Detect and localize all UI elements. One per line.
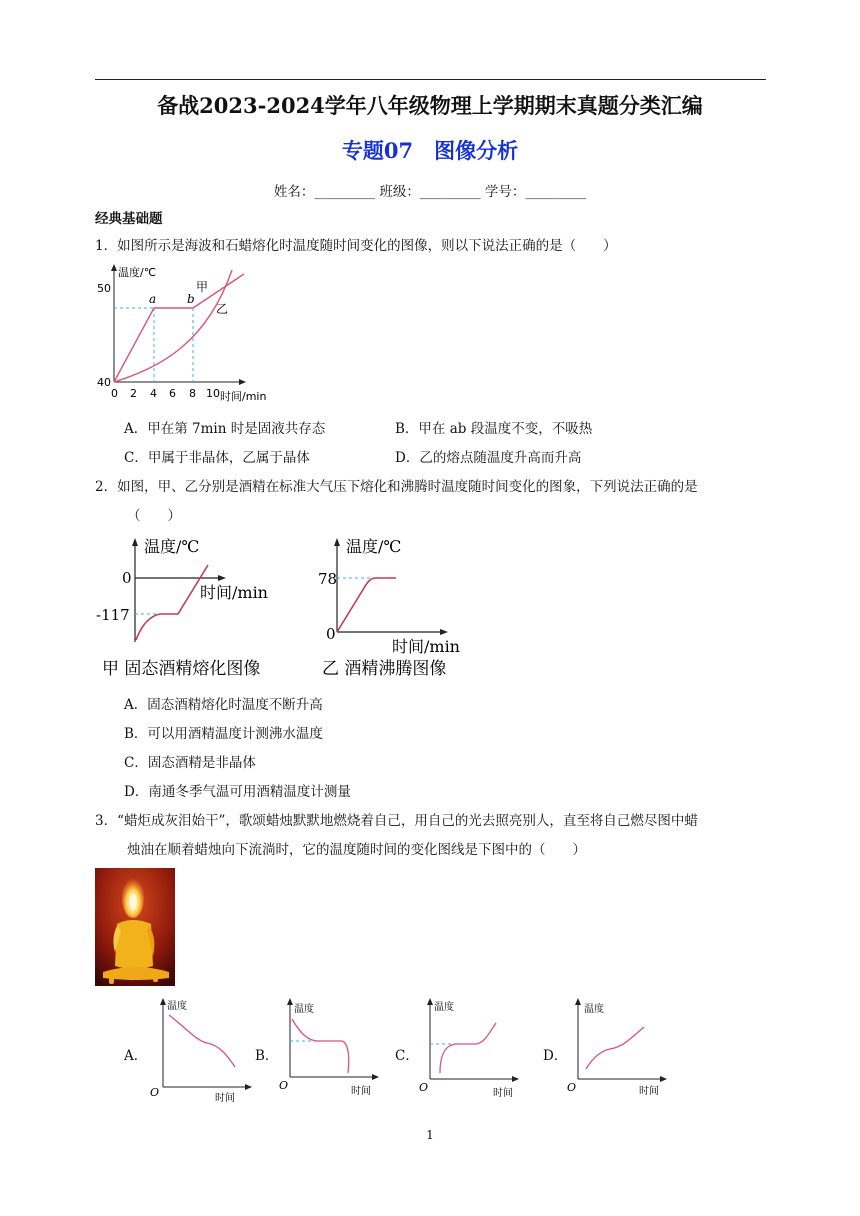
q3-stem-line2: 烛油在顺着蜡烛向下流淌时，它的温度随时间的变化图线是下图中的（ ） <box>127 842 586 858</box>
q2b-curve <box>337 578 396 632</box>
q2b-x-label: 时间/min <box>392 637 460 656</box>
q2b-x-arrow <box>440 629 448 635</box>
document-title: 备战2023-2024学年八年级物理上学期期末真题分类汇编 <box>157 93 703 118</box>
q3b-y-label: 温度 <box>294 1004 314 1015</box>
q1-x-tick-2: 2 <box>130 387 137 400</box>
q1-y-label: 温度/℃ <box>118 266 157 279</box>
q2a-x-label: 时间/min <box>200 583 268 602</box>
q3-graph-c <box>418 995 528 1105</box>
q1-x-tick-10: 10 <box>206 387 220 400</box>
q2-stem-line2: （ ） <box>127 508 181 524</box>
q1-option-a: A．甲在第 7min 时是固液共存态 <box>124 421 326 437</box>
q1-curve-yi <box>114 270 232 382</box>
q2a-y-label: 温度/℃ <box>144 537 200 556</box>
q3a-x-label: 时间 <box>215 1093 235 1104</box>
q3d-y-label: 温度 <box>584 1004 604 1015</box>
q1-stem: 1．如图所示是海波和石蜡熔化时温度随时间变化的图像，则以下说法正确的是（ ） <box>95 238 617 254</box>
q1-y-arrow <box>111 264 117 271</box>
q1-option-c: C．甲属于非晶体，乙属于晶体 <box>124 450 310 466</box>
q1-y-tick-40: 40 <box>97 376 111 389</box>
q3-graph-d <box>566 995 676 1105</box>
q2-option-d: D．南通冬季气温可用酒精温度计测量 <box>124 784 351 800</box>
q3d-curve <box>586 1027 644 1069</box>
q2a-x-arrow <box>218 575 226 581</box>
q3-option-c-label: C． <box>395 1048 419 1064</box>
q1-option-d: D．乙的熔点随温度升高而升高 <box>395 450 582 466</box>
q3c-origin: O <box>419 1081 429 1094</box>
q2a-caption: 甲 固态酒精熔化图像 <box>102 659 261 679</box>
student-info-fields: 姓名：_________ 班级：_________ 学号：_________ <box>273 184 587 200</box>
q2b-value: 78 <box>318 570 338 588</box>
q3a-y-arrow <box>160 998 166 1005</box>
q1-option-b: B．甲在 ab 段温度不变，不吸热 <box>395 421 593 437</box>
candle-image <box>95 868 175 986</box>
q3-option-a-label: A． <box>124 1048 148 1064</box>
q2a-zero: 0 <box>122 569 132 587</box>
q3d-x-label: 时间 <box>639 1086 659 1097</box>
q3b-x-arrow <box>372 1074 379 1080</box>
q1-y-tick-50: 50 <box>97 282 111 295</box>
candle-drip-1 <box>109 972 114 984</box>
document-subtitle: 专题07 图像分析 <box>341 138 519 163</box>
candle-body <box>115 920 153 969</box>
q3c-x-arrow <box>512 1076 519 1082</box>
q1-x-tick-6: 6 <box>169 387 176 400</box>
q1-x-label: 时间/min <box>220 390 267 403</box>
q3b-curve <box>292 1019 349 1073</box>
q1-label-yi: 乙 <box>216 302 229 316</box>
q3-option-d-label: D． <box>543 1048 568 1064</box>
q1-x-tick-0: 0 <box>111 387 118 400</box>
q2-option-c: C．固态酒精是非晶体 <box>124 755 256 771</box>
q2-option-b: B．可以用酒精温度计测沸水温度 <box>124 726 323 742</box>
q3a-y-label: 温度 <box>167 1001 187 1012</box>
q3-graph-b <box>278 995 388 1105</box>
section-heading: 经典基础题 <box>95 211 163 227</box>
q3c-x-label: 时间 <box>493 1088 513 1099</box>
q2b-caption: 乙 酒精沸腾图像 <box>322 659 447 679</box>
page-number: 1 <box>426 1128 434 1142</box>
q3c-y-arrow <box>427 998 433 1005</box>
q3a-origin: O <box>150 1086 160 1099</box>
q1-x-arrow <box>239 379 246 385</box>
q2b-y-label: 温度/℃ <box>346 537 402 556</box>
q1-x-tick-4: 4 <box>150 387 157 400</box>
q3a-curve <box>169 1015 235 1067</box>
q2-graph-jia <box>92 532 292 682</box>
q3b-origin: O <box>279 1079 289 1092</box>
q3a-x-arrow <box>245 1084 252 1090</box>
q3d-y-arrow <box>575 998 581 1005</box>
q3-option-b-label: B． <box>255 1048 279 1064</box>
q3-stem-line1: 3．“蜡炬成灰泪始干”，歌颂蜡烛默默地燃烧着自己，用自己的光去照亮别人，直至将自己燃尽图中蜡 <box>95 813 698 829</box>
q3c-y-label: 温度 <box>434 1002 454 1013</box>
q2a-curve <box>136 565 208 640</box>
q3b-x-label: 时间 <box>351 1086 371 1097</box>
q1-graph <box>92 262 282 408</box>
candle-drip-2 <box>153 972 158 982</box>
header-rule <box>95 79 766 80</box>
q2-option-a: A．固态酒精熔化时温度不断升高 <box>124 697 323 713</box>
q3d-origin: O <box>567 1081 577 1094</box>
q3c-curve <box>440 1023 496 1073</box>
q2b-zero: 0 <box>326 625 336 643</box>
q1-point-a: a <box>149 292 157 306</box>
q2a-value: -117 <box>96 606 130 624</box>
q1-label-jia: 甲 <box>196 280 209 294</box>
q3d-x-arrow <box>660 1076 667 1082</box>
q2-graph-yi <box>312 532 472 682</box>
q1-x-tick-8: 8 <box>189 387 196 400</box>
q2a-y-arrow <box>132 538 138 546</box>
q2-stem-line1: 2．如图，甲、乙分别是酒精在标准大气压下熔化和沸腾时温度随时间变化的图象，下列说法正确的是 <box>95 479 698 495</box>
q3-graph-a <box>147 995 257 1105</box>
q3b-y-arrow <box>287 998 293 1005</box>
candle-flame-core <box>129 893 137 911</box>
q2b-y-arrow <box>334 538 340 546</box>
q1-point-b: b <box>187 292 195 306</box>
